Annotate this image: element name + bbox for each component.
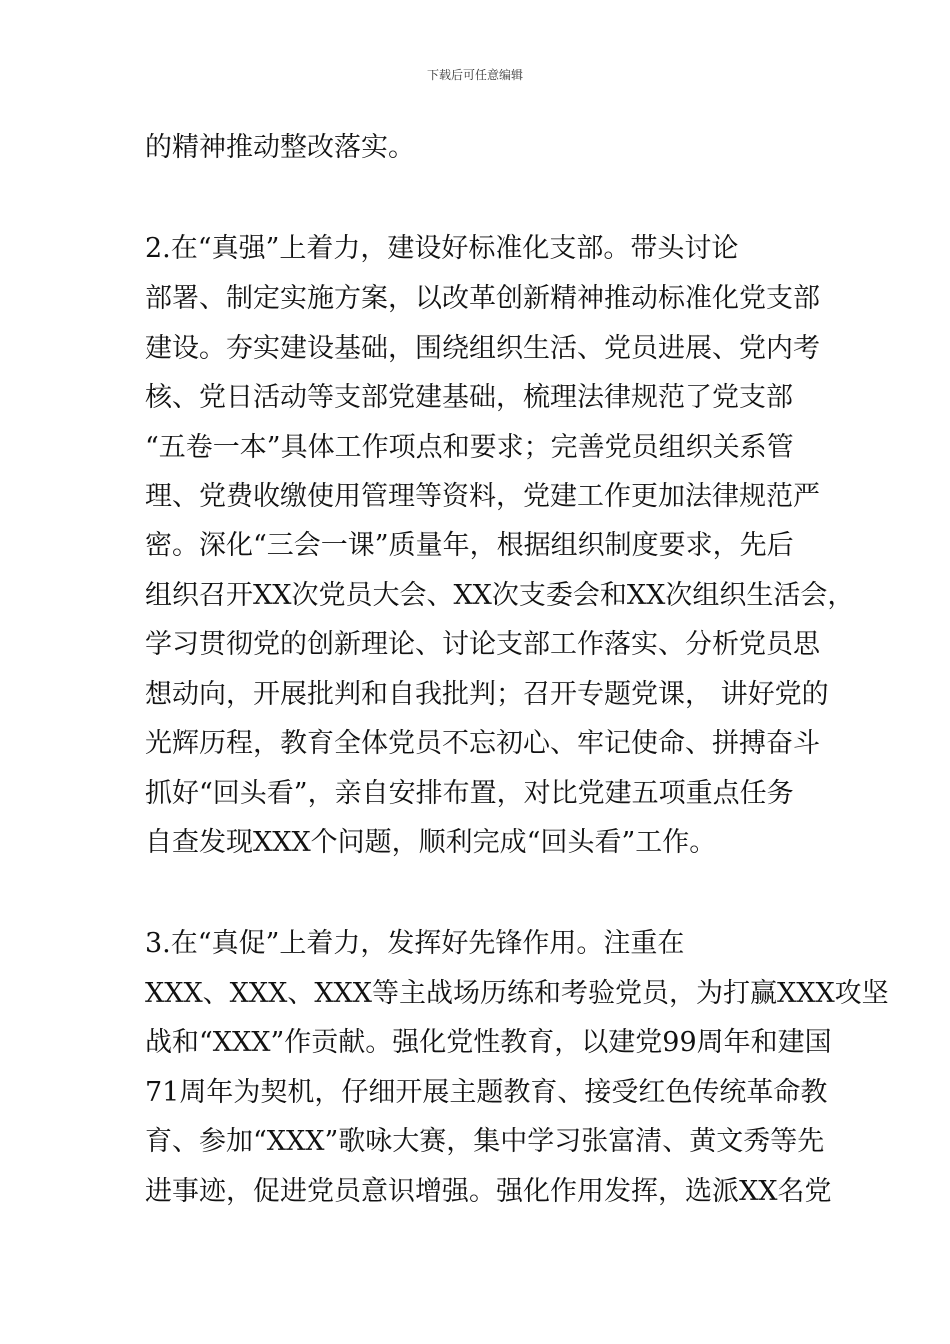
text-line: 71周年为契机，仔细开展主题教育、接受红色传统革命教 [145,1077,828,1108]
text-line: 3.在“真促”上着力，发挥好先锋作用。注重在 [145,928,685,959]
text-line: 想动向，开展批判和自我批判；召开专题党课， 讲好党的 [145,679,829,710]
text-line: 抓好“回头看”，亲自安排布置，对比党建五项重点任务 [145,778,794,809]
text-line: 理、党费收缴使用管理等资料，党建工作更加法律规范严 [145,481,820,512]
text-line: 光辉历程，教育全体党员不忘初心、牢记使命、拼搏奋斗 [145,728,820,759]
text-line: 组织召开XX次党员大会、XX次支委会和XX次组织生活会， [145,580,855,611]
text-line: 自查发现XXX个问题，顺利完成“回头看”工作。 [145,827,717,858]
text-line: 密。深化“三会一课”质量年，根据组织制度要求，先后 [145,530,794,561]
text-line: “五卷一本”具体工作项点和要求；完善党员组织关系管 [145,432,794,463]
text-line: 的精神推动整改落实。 [145,132,415,163]
text-line: XXX、XXX、XXX等主战场历练和考验党员，为打赢XXX攻坚 [145,978,889,1009]
text-line: 战和“XXX”作贡献。强化党性教育，以建党99周年和建国 [145,1027,832,1058]
text-line: 部署、制定实施方案，以改革创新精神推动标准化党支部 [145,283,820,314]
text-line: 学习贯彻党的创新理论、讨论支部工作落实、分析党员思 [145,629,820,660]
text-line: 建设。夯实建设基础，围绕组织生活、党员进展、党内考 [145,333,820,364]
text-line: 进事迹，促进党员意识增强。强化作用发挥，选派XX名党 [145,1176,832,1207]
text-line: 育、参加“XXX”歌咏大赛，集中学习张富清、黄文秀等先 [145,1126,825,1157]
page-header: 下载后可任意编辑 [426,68,523,82]
text-line: 2.在“真强”上着力，建设好标准化支部。带头讨论 [145,233,739,264]
text-line: 核、党日活动等支部党建基础，梳理法律规范了党支部 [145,382,793,413]
